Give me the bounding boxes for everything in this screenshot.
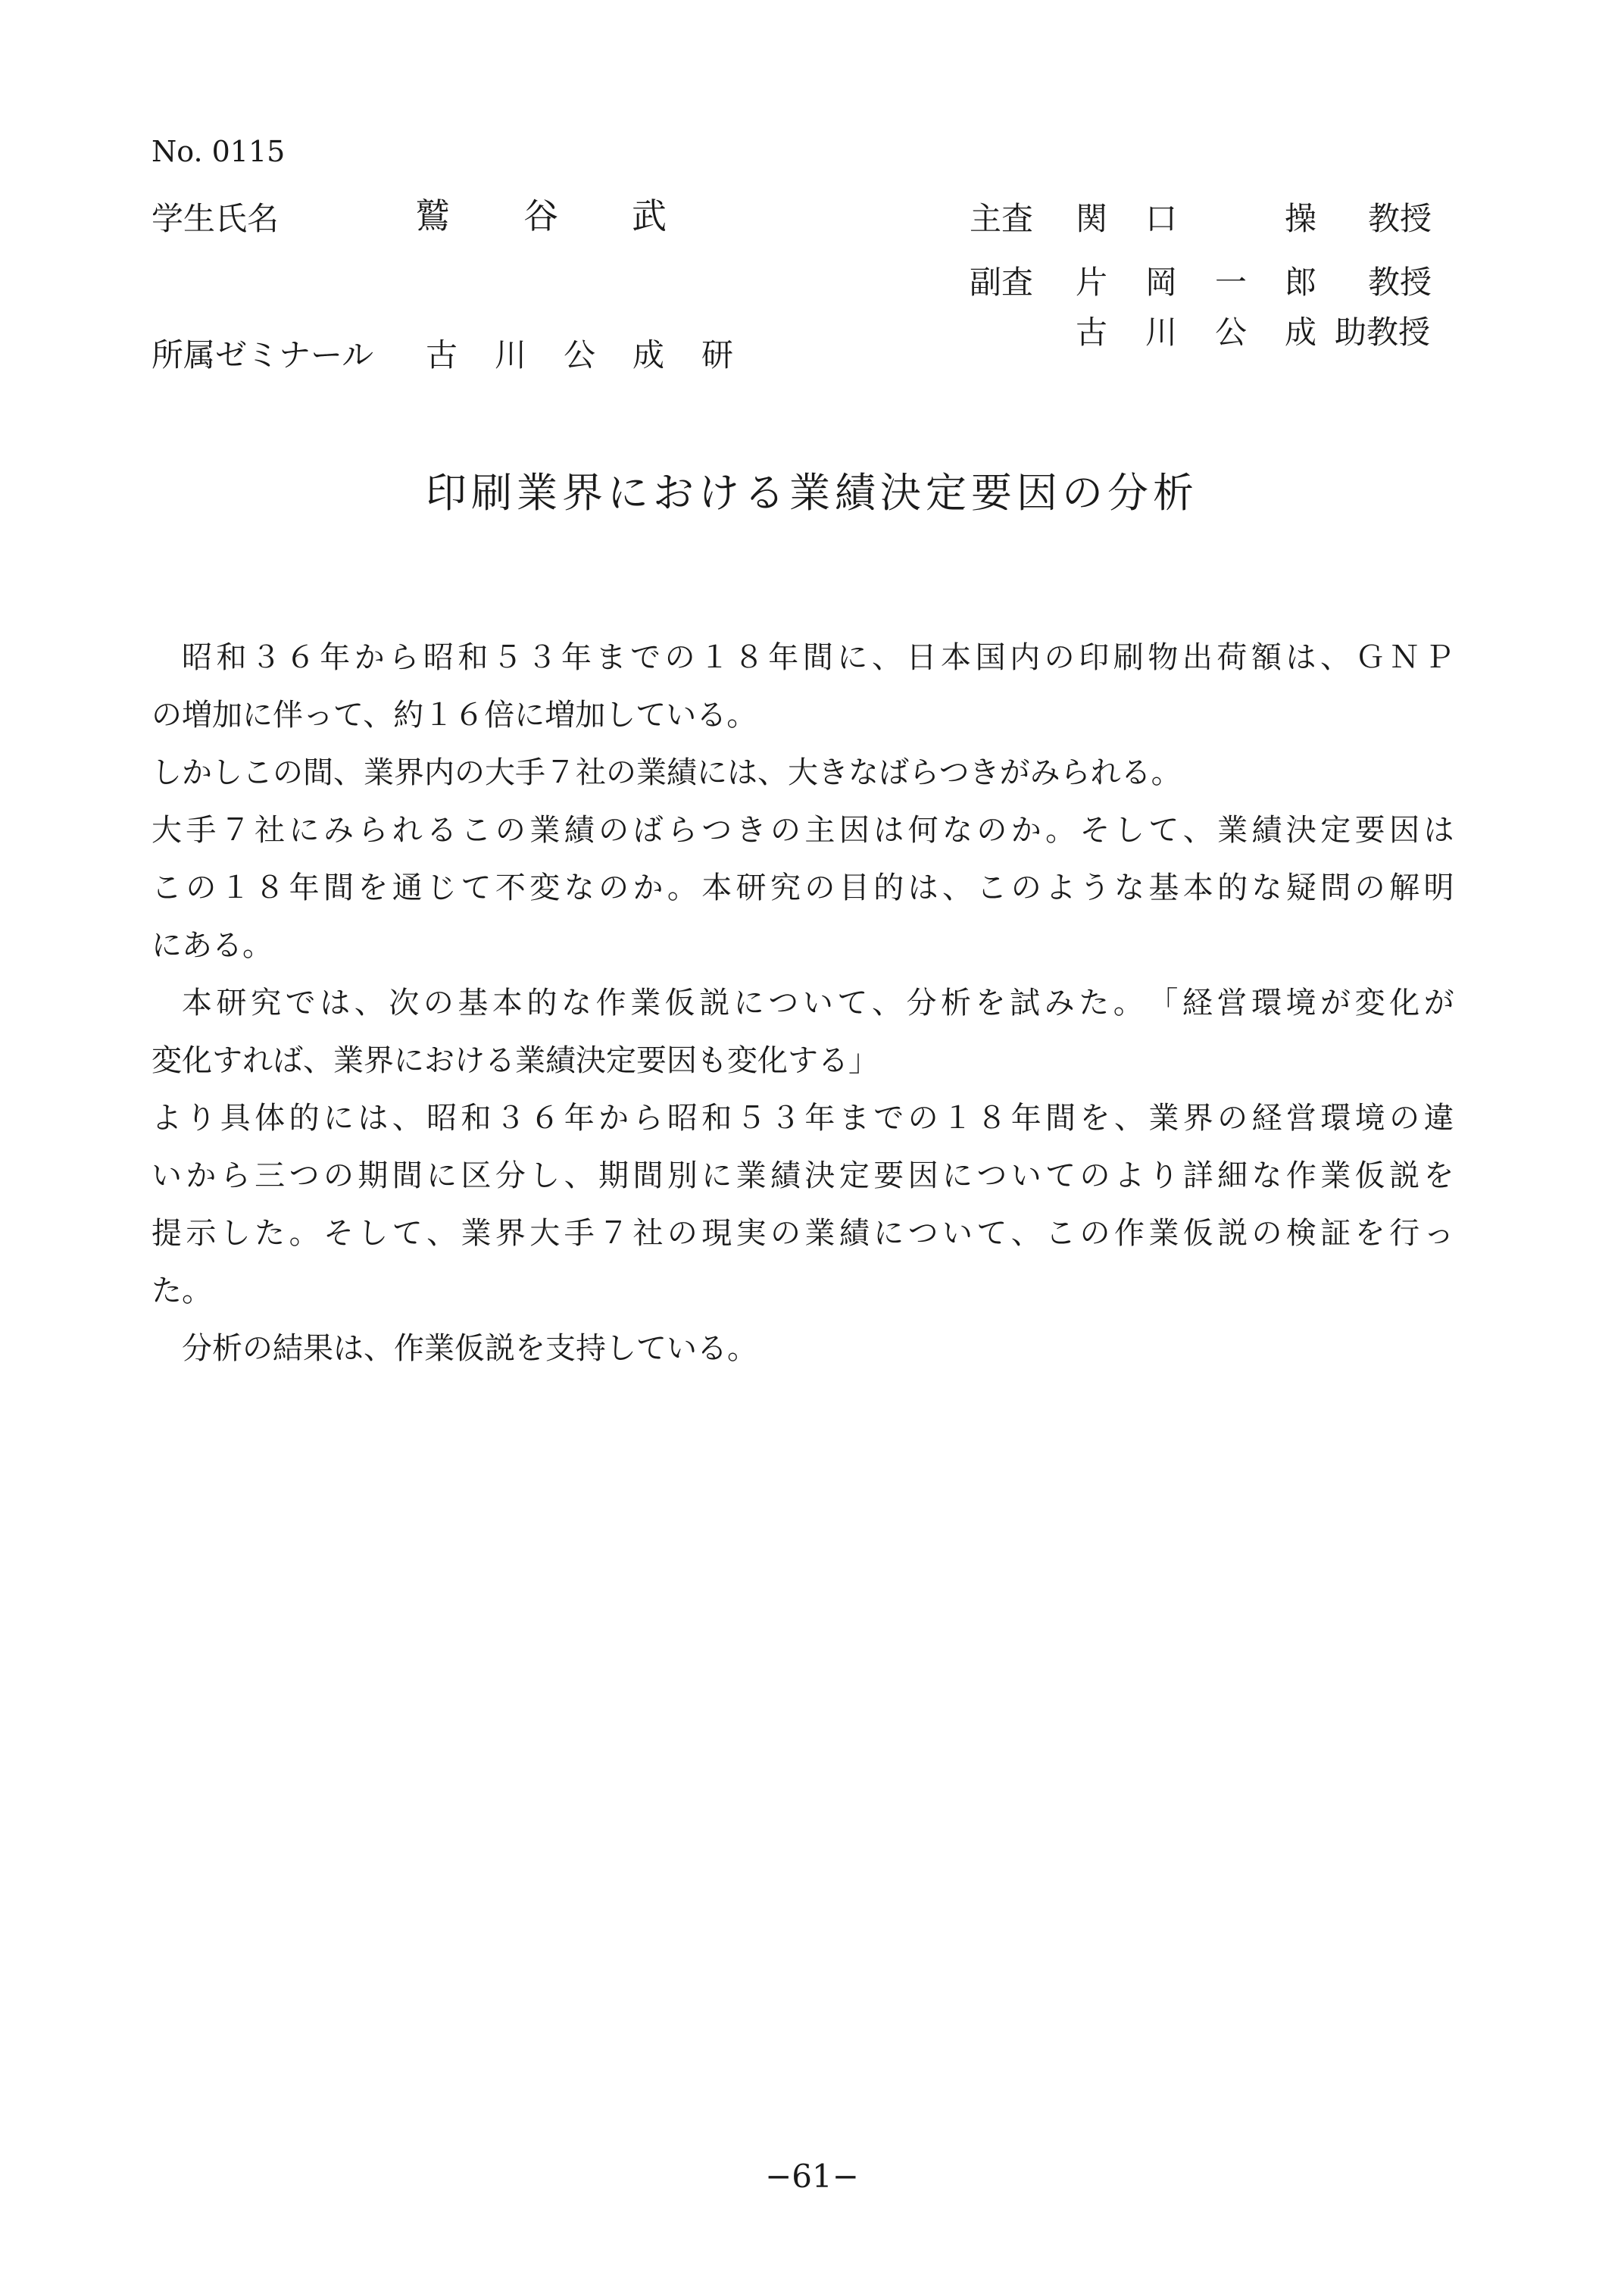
abstract-line: 分析の結果は、作業仮説を支持している。 (182, 1331, 757, 1366)
name-char: 口 (1145, 200, 1177, 237)
name-char: 一 (1214, 264, 1247, 301)
seminar-char: 古 (426, 336, 458, 373)
document-title: 印刷業界における業績決定要因の分析 (426, 469, 1198, 517)
seminar-char: 成 (632, 336, 664, 373)
seminar-char: 公 (563, 336, 595, 373)
name-char: 操 (1284, 200, 1316, 237)
name-char: 関 (1076, 200, 1108, 237)
abstract-line: た。 (151, 1274, 212, 1308)
student-name (415, 195, 667, 236)
name-char: 成 (1284, 314, 1316, 351)
abstract-line: 本 研 究 で は 、 次 の 基 本 的 な 作 業 仮 説 に つ い て 、 分 析 を 試 み た 。 「 経 営 環 境 が 変 化 が (182, 986, 1454, 1020)
name-char: 川 (1145, 314, 1177, 351)
abstract-line: い か ら 三 つ の 期 間 に 区 分 し 、 期 間 別 に 業 績 決 定 要 因 に つ い て の よ り 詳 細 な 作 業 仮 説 を (151, 1158, 1454, 1193)
abstract-line: こ の １ ８ 年 間 を 通 じ て 不 変 な の か 。 本 研 究 の 目 的 は 、 こ の よ う な 基 本 的 な 疑 問 の 解 明 (151, 870, 1454, 905)
name-char: 郎 (1284, 264, 1316, 301)
abstract-line: の増加に伴って、約１６倍に増加している。 (151, 698, 757, 733)
vice-examiner-title: 教授 (1368, 264, 1432, 301)
student-name-char: 武 (632, 195, 667, 236)
student-name-char: 鷲 (415, 195, 450, 236)
student-name-label: 学生氏名 (151, 200, 280, 237)
abstract-line: にある。 (151, 928, 273, 963)
chief-examiner-name (1076, 200, 1316, 237)
name-char: 公 (1214, 314, 1247, 351)
chief-examiner-title: 教授 (1368, 200, 1432, 237)
document-number: No. 0115 (151, 135, 286, 168)
seminar-label: 所属ゼミナール (151, 336, 374, 373)
name-char: 岡 (1145, 264, 1177, 301)
seminar-name (426, 336, 733, 373)
abstract-body (151, 629, 1454, 1377)
vice-examiner-label: 副査 (970, 264, 1034, 301)
abstract-line: 提 示 し た 。 そ し て 、 業 界 大 手 ７ 社 の 現 実 の 業 績 に つ い て 、 こ の 作 業 仮 説 の 検 証 を 行 っ (151, 1216, 1454, 1251)
student-name-char: 谷 (523, 195, 558, 236)
name-char: 片 (1076, 264, 1108, 301)
seminar-char: 研 (701, 336, 733, 373)
vice-examiner-name (1076, 314, 1316, 351)
abstract-line: 昭 和 ３ ６ 年 か ら 昭 和 ５ ３ 年 ま で の １ ８ 年 間 に 、 日 本 国 内 の 印 刷 物 出 荷 額 は 、 Ｇ Ｎ Ｐ (182, 640, 1454, 675)
name-char: 古 (1076, 314, 1108, 351)
page-number: −61− (765, 2158, 859, 2195)
seminar-char: 川 (494, 336, 526, 373)
vice-examiner-name (1076, 264, 1316, 301)
vice-examiner-title: 助教授 (1335, 314, 1431, 351)
abstract-line: よ り 具 体 的 に は 、 昭 和 ３ ６ 年 か ら 昭 和 ５ ３ 年 ま で の １ ８ 年 間 を 、 業 界 の 経 営 環 境 の 違 (151, 1101, 1454, 1136)
abstract-line: 変化すれば、業界における業績決定要因も変化する」 (151, 1043, 879, 1078)
abstract-line: しかしこの間、業界内の大手７社の業績には、大きなばらつきがみられる。 (151, 755, 1182, 790)
chief-examiner-label: 主査 (970, 200, 1034, 237)
abstract-line: 大 手 ７ 社 に み ら れ る こ の 業 績 の ば ら つ き の 主 因 は 何 な の か 。 そ し て 、 業 績 決 定 要 因 は (151, 813, 1454, 848)
